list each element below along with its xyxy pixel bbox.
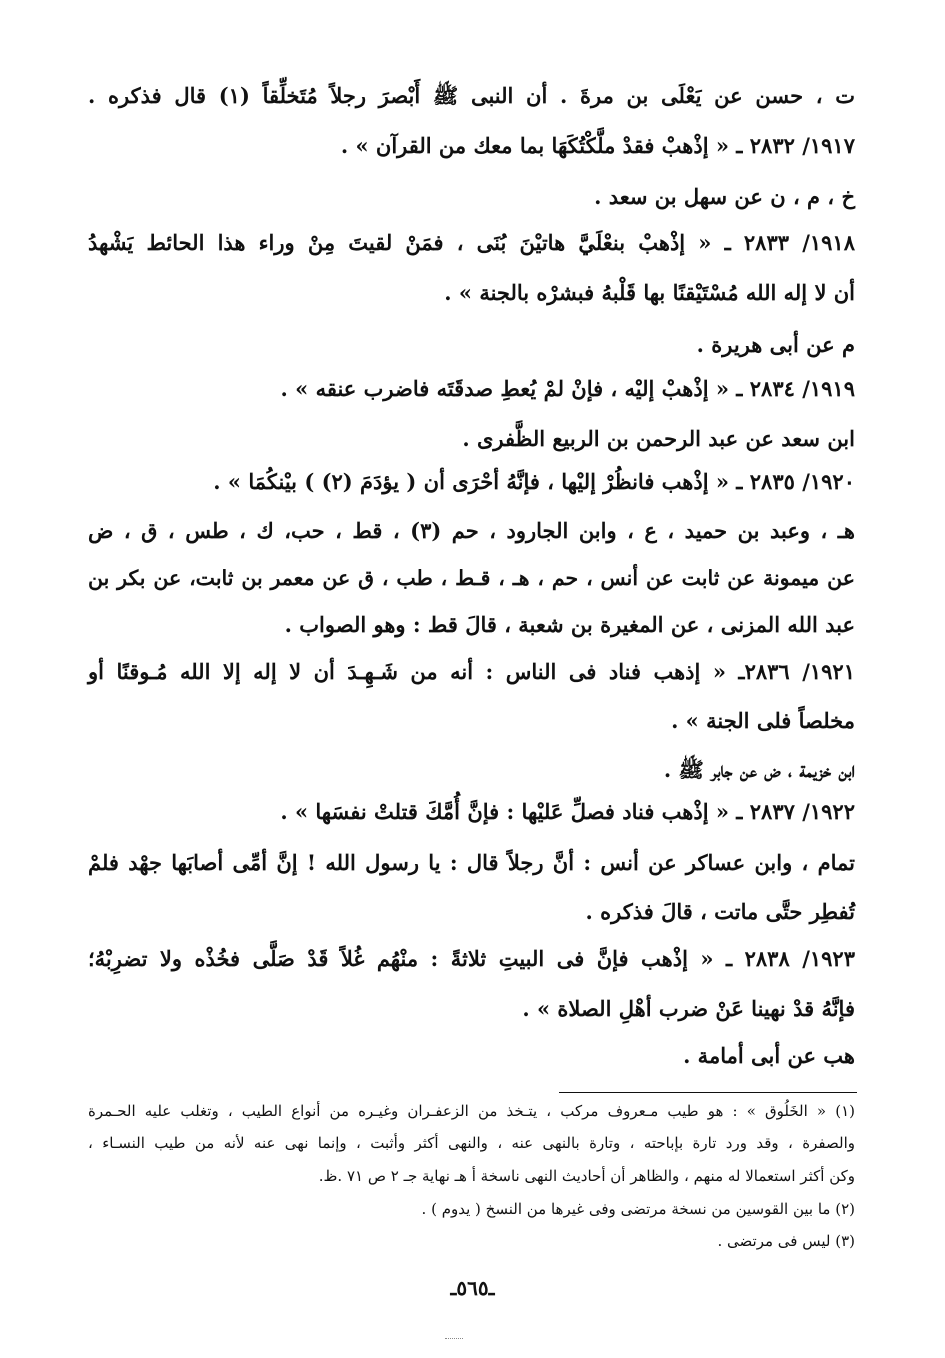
source-line-1920-b: عن ميمونة عن ثابت عن أنس ، حم ، هـ ، قـط ، طب ، ق عن معمر بن ثابت، عن بكر بن — [88, 566, 855, 590]
footnote-3: (٣) ليس فى مرتضى . — [717, 1232, 855, 1250]
page-number: ـ٥٦٥ـ — [450, 1276, 495, 1300]
hadith-1919: ١٩١٩/ ٢٨٣٤ ـ « إذْهبْ إليْه ، فإنْ لمْ يُعطِ صدقَتَه فاضرب عنقه » . — [280, 376, 855, 401]
footnote-1-line-2: والصفرة ، وقد ورد تارة بإباحته ، وتارة بالنهى عنه ، والنهى أكثر وأثبت ، وإنما نهى عنه لأنه من طيب النسـاء ، — [88, 1134, 855, 1152]
hadith-1923-cont: فإنَّهُ قدْ نهينا عَنْ ضرب أهْلِ الصلاة » . — [522, 996, 855, 1021]
source-line-1920-c: عبد الله المزنى ، عن المغيرة بن شعبة ، قالَ قط : وهو الصواب . — [284, 612, 855, 637]
text-line-1: ت ، حسن عن يَعْلَى بن مرةَ . أن النبى ﷺ أَبْصرَ رجلاً مُتَخلِّقاً (١) قال فذكره . — [88, 83, 855, 108]
source-line-1922-a: تمام ، وابن عساكر عن أنس : أنَّ رجلاً قال : يا رسول الله ! إنَّ أمِّى أصابَها جهْد فلمْ — [88, 850, 855, 875]
source-line-1920-a: هـ ، وعبد بن حميد ، ع ، وابن الجارود ، حم (٣) ، قط ، حب، ك ، طس ، ق ، ض — [88, 518, 856, 543]
source-line-1922-b: تُفطِر حتَّى ماتت ، قالَ فذكره . — [585, 899, 855, 924]
hadith-1921: ١٩٢١/ ٢٨٣٦ـ « إذهب فناد فى الناس : أنه من شَـهِـدَ أن لا إله إلا الله مُـوقنًا أو — [88, 659, 855, 684]
hadith-1923: ١٩٢٣/ ٢٨٣٨ ـ « إذْهب فإنَّ فى البيتِ ثلاثةً : منْهُم غُلاً قَدْ صَلَّى فخُذْه ولا تضرِبْهُ؛ — [88, 946, 855, 971]
footnote-separator — [559, 1092, 857, 1093]
source-line-1921: ابن خزيمة ، ض عن جابر ﷺ . — [663, 757, 855, 782]
hadith-1920: ١٩٢٠/ ٢٨٣٥ ـ « إذْهب فانظُرْ إليْها ، فإنَّهُ أحْرَى أن ( يؤدَمَ (٢) ) بيْنكُمَا » . — [213, 469, 855, 494]
hadith-1918-cont: أن لا إله الله مُسْتَيْقنًا بها قَلْبهُ فبشرْه بالجنة » . — [444, 280, 855, 305]
hadith-1918: ١٩١٨/ ٢٨٣٣ ـ « إذْهبْ بنعْلَيَّ هاتيْنَ بُنَى ، فمَنْ لقيتَ مِنْ وراء هذا الحائط يَشْهدُ — [88, 230, 855, 255]
hadith-1921-cont: مخلصاً فلى الجنة » . — [671, 708, 855, 733]
hadith-1922: ١٩٢٢/ ٢٨٣٧ ـ « إذْهب فناد فصلِّ عَليْها : فإنَّ أُمَّكَ قتلتْ نفسَها » . — [280, 799, 855, 824]
source-line-1919: ابن سعد عن عبد الرحمن بن الربيع الظَّفرى . — [462, 426, 855, 451]
footnote-2: (٢) ما بين القوسين من نسخة مرتضى وفى غيرها من النسخ ( يدوم ) . — [421, 1200, 855, 1218]
source-line-1923: هب عن أبى أمامة . — [683, 1043, 855, 1068]
source-line-1918: م عن أبى هريرة . — [696, 332, 855, 357]
footnote-1-line-3: وكن أكثر استعمالا له منهم ، والظاهر أن أحاديث النهى ناسخة أ هـ نهاية جـ ٢ ص ٧١ .ظ. — [318, 1167, 855, 1185]
hadith-1917: ١٩١٧/ ٢٨٣٢ ـ « إذْهبْ فقدْ ملَّكْتُكَهَا بما معك من القرآن » . — [340, 133, 855, 158]
scan-speck — [445, 1338, 463, 1343]
footnote-1-line-1: (١) « الخَلُوق » : هو طيب مـعروف مركب ، يتـخذ من الزعفـران وغيـره من أنواع الطيب ، وتغلب عليه الحـمرة — [88, 1102, 855, 1120]
source-line-1917: خ ، م ، ن عن سهل بن سعد . — [594, 184, 855, 209]
